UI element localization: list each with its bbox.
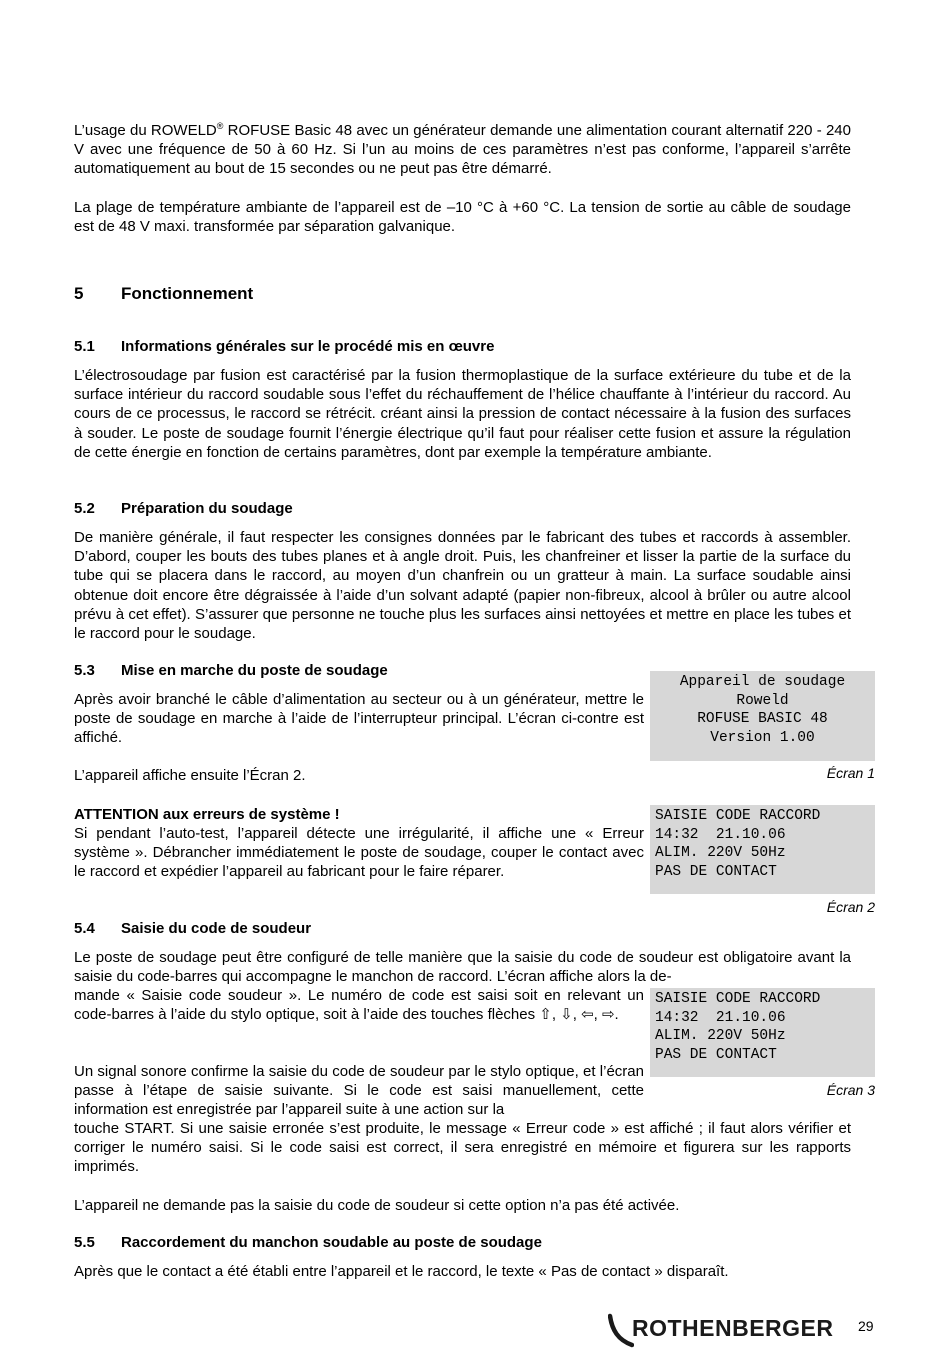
display-screen-3 xyxy=(650,988,875,1077)
intro-paragraph-2: La plage de température ambiante de l’appareil est de –10 °C à +60 °C. La tension de sortie au câble de soudage est de 48 V maxi. transformée par séparation galvanique. xyxy=(74,199,851,236)
section-title: Préparation du soudage xyxy=(121,500,293,517)
section-5-4-heading xyxy=(74,920,311,937)
section-5-5-body: Après que le contact a été établi entre l’appareil et le raccord, le texte « Pas de contact » disparaît. xyxy=(74,1263,729,1280)
section-5-5-heading xyxy=(74,1234,542,1251)
section-title: Informations générales sur le procédé mis en œuvre xyxy=(121,338,495,355)
screen-line: SAISIE CODE RACCORD xyxy=(655,808,821,824)
screen-2-caption: Écran 2 xyxy=(826,899,875,915)
section-5-4-body-option: L’appareil ne demande pas la saisie du code de soudeur si cette option n’a pas été activée. xyxy=(74,1197,680,1214)
screen-line: Version 1.00 xyxy=(710,729,815,746)
section-number: 5 xyxy=(74,284,84,303)
section-number: 5.5 xyxy=(74,1234,95,1251)
section-number: 5.3 xyxy=(74,662,95,679)
display-screen-2 xyxy=(650,805,875,894)
section-title: Raccordement du manchon soudable au poste de soudage xyxy=(121,1234,542,1251)
screen-line: PAS DE CONTACT xyxy=(655,863,777,880)
screen-1-caption: Écran 1 xyxy=(826,765,875,781)
intro-p1-rest: ROFUSE Basic 48 avec un générateur demande une alimentation courant alternatif 220 - 240 V avec une fréquence de 50 à 60 Hz. Si l’un au moins de ces paramètres n’est pas conforme, l’appareil s’arrête automatiquement au bout de 15 secondes ou ne peut pas être démarré. xyxy=(74,122,851,178)
section-5-4-body-intro: Le poste de soudage peut être configuré de telle manière que la saisie du code de soudeur est obligatoire avant la saisie du code-barres qui accompagne le manchon de raccord. L’écran affiche alors la de- xyxy=(74,949,851,986)
display-screen-1 xyxy=(650,671,875,761)
screen-line: SAISIE CODE RACCORD xyxy=(655,991,821,1007)
screen-line: ALIM. 220V 50Hz xyxy=(655,845,786,862)
section-5-1-heading xyxy=(74,338,494,355)
logo-swoosh-icon xyxy=(608,1312,634,1348)
section-5-4-body-signal: Un signal sonore confirme la saisie du code de soudeur par le stylo optique, et l’écran passe à l’étape de saisie suivante. Si le code est saisi manuellement, cette information est enregistrée par l’appareil suite à une action sur la xyxy=(74,1063,644,1119)
section-5-4-body-input: mande « Saisie code soudeur ». Le numéro de code est saisi soit en relevant un code-barres à l’aide du stylo optique, soit à l’aide des touches flèches ⇧, ⇩, ⇦, ⇨. xyxy=(74,987,644,1024)
section-5-2-heading xyxy=(74,500,293,517)
brand-name: ROTHENBERGER xyxy=(632,1315,834,1341)
intro-p1-start: L’usage du ROWELD xyxy=(74,122,217,139)
screen-3-caption: Écran 3 xyxy=(826,1082,875,1098)
rothenberger-logo xyxy=(608,1312,834,1348)
section-title: Saisie du code de soudeur xyxy=(121,920,312,937)
screen-line: PAS DE CONTACT xyxy=(655,1046,777,1063)
section-number: 5.1 xyxy=(74,338,95,355)
screen-line: ROFUSE BASIC 48 xyxy=(697,711,828,728)
intro-paragraph-1 xyxy=(74,121,851,179)
section-number: 5.4 xyxy=(74,920,95,937)
attention-title: ATTENTION aux erreurs de système ! xyxy=(74,806,340,823)
registered-mark: ® xyxy=(216,121,224,131)
section-number: 5.2 xyxy=(74,500,95,517)
screen-line: 14:32 21.10.06 xyxy=(655,1009,786,1026)
section-5-3-body: Après avoir branché le câble d’alimentation au secteur ou à un générateur, mettre le poste de soudage en marche à l’aide de l’interrupteur principal. L’écran ci-contre est affiché. xyxy=(74,691,644,747)
section-5-3-heading xyxy=(74,662,388,679)
section-5-heading xyxy=(74,284,253,304)
screen-line: Appareil de soudage xyxy=(679,674,846,690)
section-5-1-body: L’électrosoudage par fusion est caractérisé par la fusion thermoplastique de la surface extérieure du tube et de la surface intérieur du raccord soudable sous l’effet du réchauffement de l’hélice chauffante à l’intérieur du raccord. Au cours de ce processus, le raccord se rétrécit. créant ainsi la pression de contact nécessaire à la fusion des surfaces à souder. Le poste de soudage fournit l’énergie électrique qu’il faut pour réaliser cette fusion et assure la régulation de cette énergie en fonction de certains paramètres, dont par exemple la température ambiante. xyxy=(74,367,851,461)
page-number: 29 xyxy=(858,1318,874,1334)
screen-line: 14:32 21.10.06 xyxy=(655,826,786,843)
section-5-4-body-start: touche START. Si une saisie erronée s’est produite, le message « Erreur code » est affiché ; il faut alors vérifier et corriger le numéro saisi. Si le code saisi est correct, il sera enregistré en mémoire et figurera sur les rapports imprimés. xyxy=(74,1120,851,1176)
section-5-2-body: De manière générale, il faut respecter les consignes données par le fabricant des tubes et raccords à assembler. D’abord, couper les bouts des tubes planes et à angle droit. Puis, les chanfreiner et lisser la partie de la surface du tube qui se placera dans le raccord, au moyen d’un chanfrein ou un gratteur à main. La surface soudable ainsi obtenue doit encore être dégraissée à l’aide d’un solvant adapté (papier non-fibreux, alcool à brûler ou autre alcool prévu à cet effet). S’assurer que personne ne touche plus les surfaces ainsi nettoyées et mettre en place les tubes et le raccord pour le soudage. xyxy=(74,529,851,643)
attention-body: Si pendant l’auto-test, l’appareil détecte une irrégularité, il affiche une « Erreur système ». Débrancher immédiatement le poste de soudage, couper le contact avec le raccord et expédier l’appareil au fabricant pour le faire réparer. xyxy=(74,825,644,881)
section-title: Fonctionnement xyxy=(121,284,254,303)
screen-line: Roweld xyxy=(736,692,789,709)
section-5-3-body-2: L’appareil affiche ensuite l’Écran 2. xyxy=(74,767,306,784)
screen-line: ALIM. 220V 50Hz xyxy=(655,1028,786,1045)
section-title: Mise en marche du poste de soudage xyxy=(121,662,388,679)
